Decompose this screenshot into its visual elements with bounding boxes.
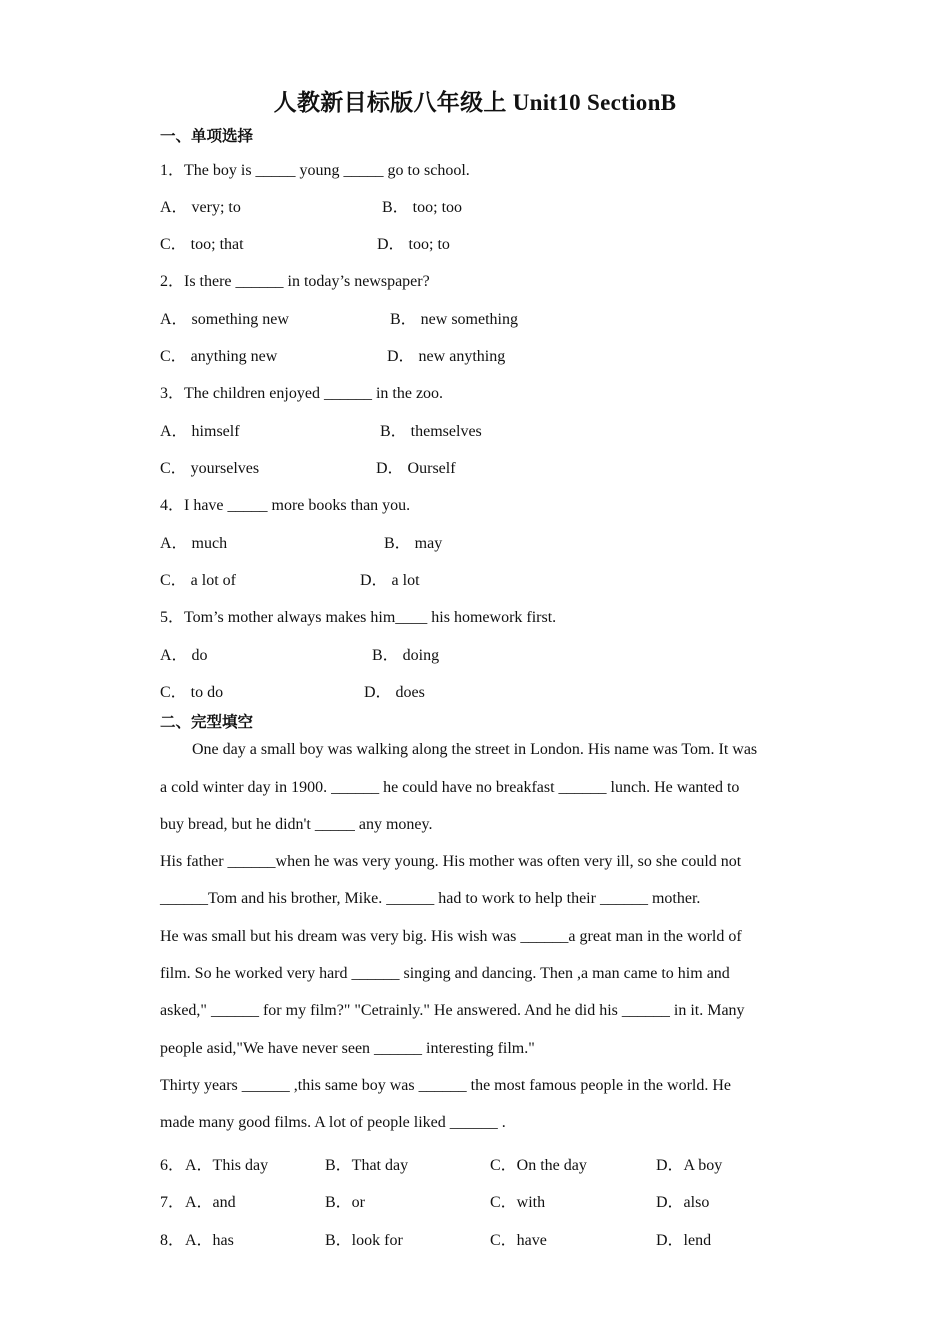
question-option: A． much	[160, 535, 228, 552]
question-option: C．On the day	[490, 1157, 587, 1174]
question-option: A． himself	[160, 423, 240, 440]
question-option: B． may	[384, 535, 443, 552]
passage-line: His father ______when he was very young. His mother was often very ill, so she could not	[160, 853, 742, 870]
question-number: 8．	[160, 1232, 185, 1249]
passage-line: He was small but his dream was very big. His wish was ______a great man in the world of	[160, 928, 742, 945]
passage-line: Thirty years ______ ,this same boy was ______ the most famous people in the world. He	[160, 1077, 732, 1094]
question-number: 6．	[160, 1157, 185, 1174]
question-option: B．That day	[325, 1157, 409, 1174]
question-option: A．This day	[185, 1157, 269, 1174]
question-option: A． very; to	[160, 199, 241, 216]
question-option: D．also	[656, 1194, 710, 1211]
question-option: C．have	[490, 1232, 547, 1249]
passage-line: film. So he worked very hard ______ singing and dancing. Then ,a man came to him and	[160, 965, 730, 982]
question-option: A． do	[160, 647, 208, 664]
question-option: A．and	[185, 1194, 236, 1211]
passage-line: One day a small boy was walking along the street in London. His name was Tom. It was	[192, 741, 758, 758]
question-option: D． a lot	[360, 572, 420, 589]
question-option: D．A boy	[656, 1157, 723, 1174]
question-option: C． a lot of	[160, 572, 236, 589]
passage-line: a cold winter day in 1900. ______ he could have no breakfast ______ lunch. He wanted to	[160, 779, 740, 796]
question-option: B． themselves	[380, 423, 482, 440]
passage-line: asked," ______ for my film?" "Cetrainly." He answered. And he did his ______ in it. Many	[160, 1002, 745, 1019]
passage-line: made many good films. A lot of people liked ______ .	[160, 1114, 506, 1131]
question-option: C．with	[490, 1194, 546, 1211]
question-option: D． Ourself	[376, 460, 456, 477]
section-heading-single-choice: 一、单项选择	[160, 127, 254, 145]
question-stem: 3．The children enjoyed ______ in the zoo.	[160, 385, 444, 402]
section-heading-cloze: 二、完型填空	[160, 713, 254, 731]
passage-line: people asid,"We have never seen ______ interesting film."	[160, 1040, 535, 1057]
question-stem: 5．Tom’s mother always makes him____ his homework first.	[160, 609, 557, 626]
question-option: A．has	[185, 1232, 234, 1249]
question-stem: 1．The boy is _____ young _____ go to school.	[160, 162, 470, 179]
question-option: A． something new	[160, 311, 289, 328]
question-option: D． does	[364, 684, 425, 701]
passage-line: buy bread, but he didn't _____ any money.	[160, 816, 433, 833]
question-option: B． doing	[372, 647, 440, 664]
question-option: D． too; to	[377, 236, 450, 253]
question-option: B．look for	[325, 1232, 403, 1249]
question-option: D． new anything	[387, 348, 506, 365]
question-option: C． too; that	[160, 236, 244, 253]
question-option: C． anything new	[160, 348, 278, 365]
question-stem: 4．I have _____ more books than you.	[160, 497, 411, 514]
page-title: 人教新目标版八年级上 Unit10 SectionB	[273, 90, 677, 115]
question-option: B． new something	[390, 311, 518, 328]
question-option: B．or	[325, 1194, 366, 1211]
question-option: C． to do	[160, 684, 224, 701]
passage-line: ______Tom and his brother, Mike. ______ had to work to help their ______ mother.	[160, 890, 701, 907]
question-option: B． too; too	[382, 199, 463, 216]
question-number: 7．	[160, 1194, 185, 1211]
question-option: D．lend	[656, 1232, 712, 1249]
question-option: C． yourselves	[160, 460, 260, 477]
question-stem: 2．Is there ______ in today’s newspaper?	[160, 273, 430, 290]
